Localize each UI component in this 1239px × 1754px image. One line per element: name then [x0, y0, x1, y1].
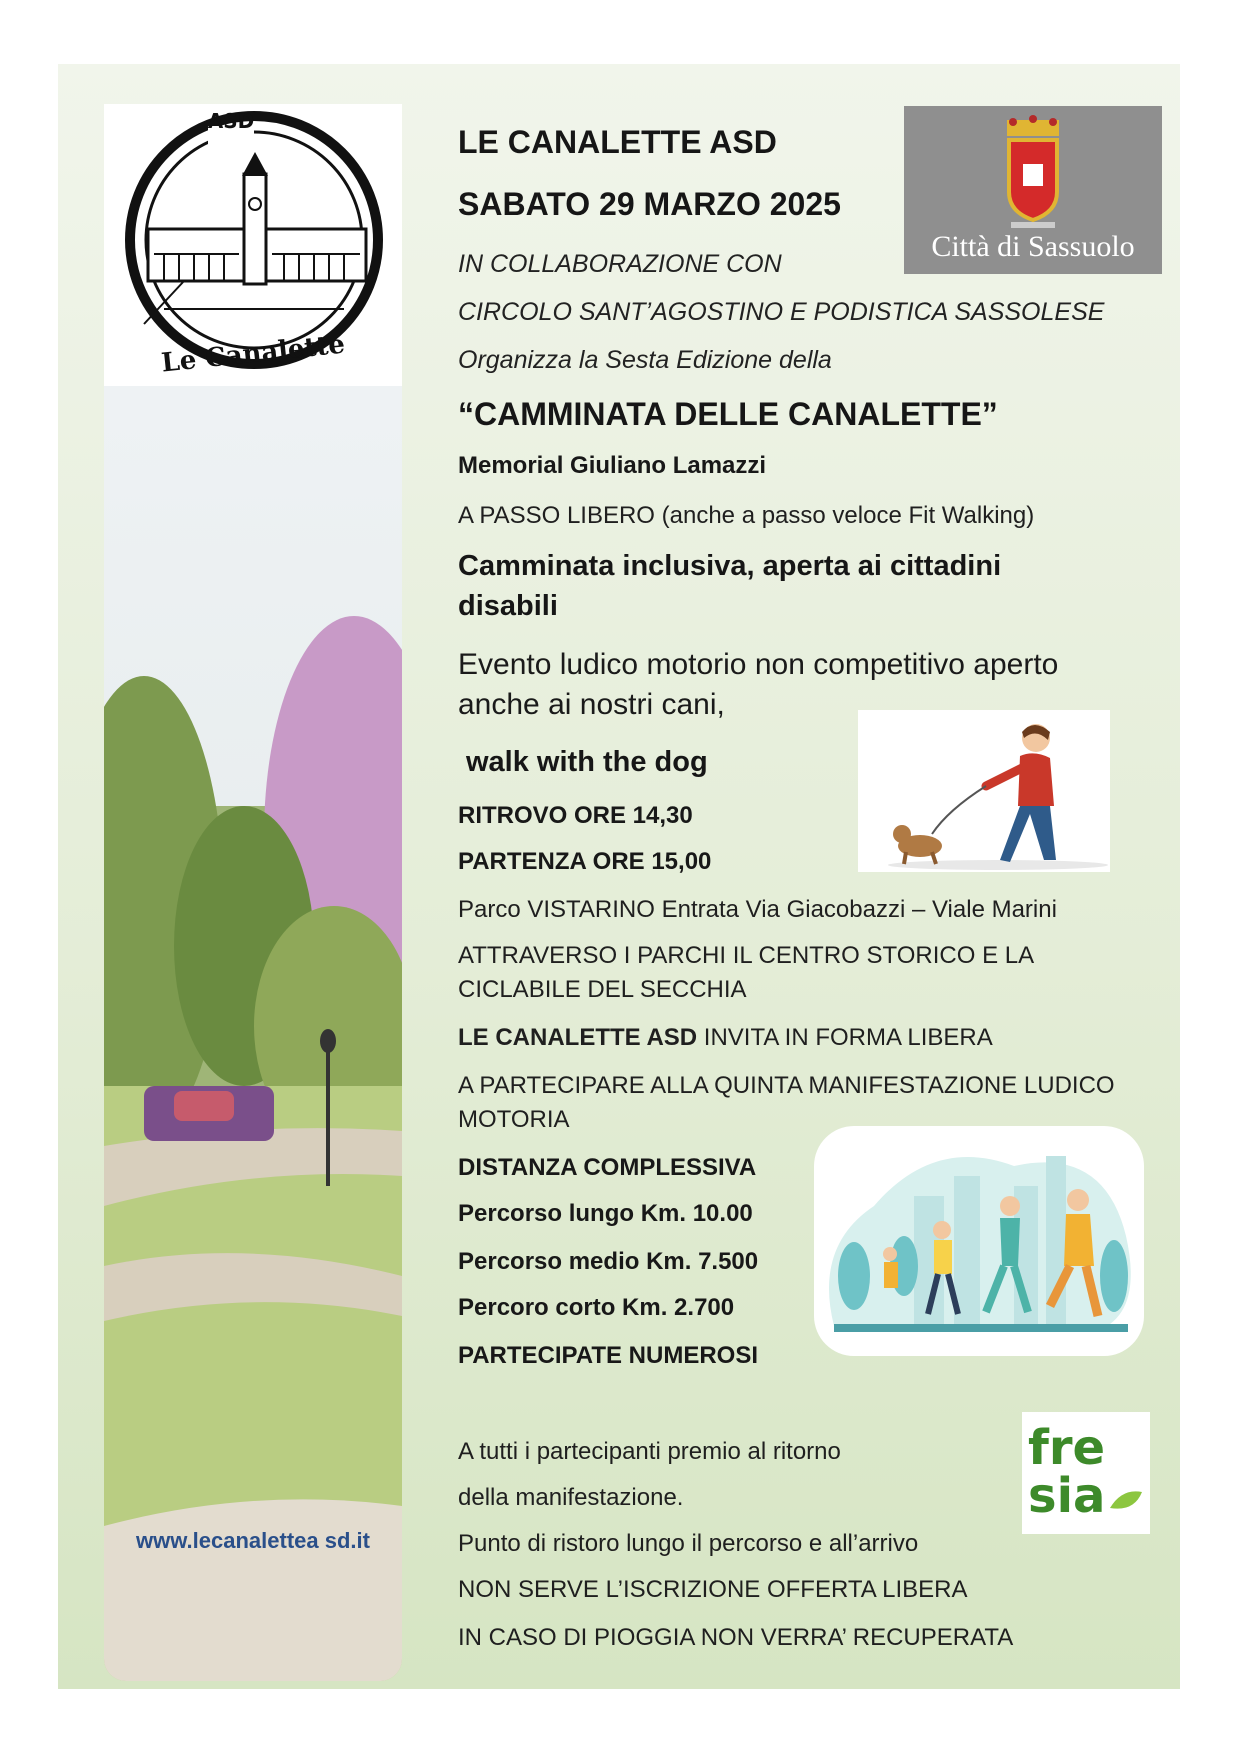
organizer-title: LE CANALETTE ASD [458, 124, 777, 160]
logo-asd-text: ASD [207, 109, 255, 133]
prize-line-2: della manifestazione. [458, 1484, 684, 1511]
route-line-1: ATTRAVERSO I PARCHI IL CENTRO STORICO E LA [458, 942, 1035, 969]
memorial-line: Memorial Giuliano Lamazzi [458, 452, 767, 479]
refreshment-line: Punto di ristoro lungo il percorso e all’arrivo [458, 1530, 919, 1557]
distance-short: Percoro corto Km. 2.700 [458, 1294, 735, 1321]
meeting-place: Parco VISTARINO Entrata Via Giacobazzi – Viale Marini [458, 896, 1057, 923]
fresia-text-line-2: sia [1028, 1468, 1106, 1524]
inclusive-line-2: disabili [458, 590, 558, 622]
le-canalette-logo [104, 104, 402, 386]
logo-le-canalette-text: Le Canalette [160, 329, 347, 379]
invite-line-2: A PARTECIPARE ALLA QUINTA MANIFESTAZIONE LUDICO [458, 1072, 1115, 1099]
collaborators: CIRCOLO SANT’AGOSTINO E PODISTICA SASSOLESE [458, 298, 1105, 326]
runners-city-illustration [814, 1126, 1144, 1356]
website-link[interactable]: www.lecanalettea sd.it [136, 1528, 370, 1553]
citta-di-sassuolo-logo [904, 106, 1162, 274]
ludic-line-2: anche ai nostri cani, [458, 688, 725, 721]
rain-line: IN CASO DI PIOGGIA NON VERRA’ RECUPERATA [458, 1624, 1014, 1651]
collaboration-line: IN COLLABORAZIONE CON [458, 250, 782, 278]
prize-line-1: A tutti i partecipanti premio al ritorno [458, 1438, 841, 1465]
distance-long: Percorso lungo Km. 10.00 [458, 1200, 753, 1227]
participate-line: PARTECIPATE NUMEROSI [458, 1342, 759, 1369]
invite-line-3: MOTORIA [458, 1106, 570, 1133]
fresia-logo [1022, 1412, 1150, 1534]
distance-heading: DISTANZA COMPLESSIVA [458, 1154, 757, 1181]
inclusive-line-1: Camminata inclusiva, aperta ai cittadini [458, 550, 1002, 582]
leaf-icon [1110, 1491, 1142, 1508]
start-time: PARTENZA ORE 15,00 [458, 848, 712, 875]
free-entry-line: NON SERVE L’ISCRIZIONE OFFERTA LIBERA [458, 1576, 968, 1603]
invite-line-1 [458, 1024, 993, 1052]
distance-medium: Percorso medio Km. 7.500 [458, 1248, 759, 1275]
fresia-text-line-1: fre [1028, 1420, 1106, 1476]
invite-organizer: LE CANALETTE ASD [458, 1024, 698, 1051]
event-date: SABATO 29 MARZO 2025 [458, 186, 841, 222]
pace-line: A PASSO LIBERO (anche a passo veloce Fit Walking) [458, 502, 1035, 529]
sassuolo-label: Città di Sassuolo [931, 230, 1135, 263]
dog-walker-illustration [858, 710, 1110, 872]
sassuolo-coat-of-arms-icon [1001, 112, 1065, 232]
edition-line: Organizza la Sesta Edizione della [458, 346, 832, 374]
walk-with-dog-line: walk with the dog [466, 746, 708, 778]
event-title: “CAMMINATA DELLE CANALETTE” [458, 396, 998, 432]
park-walk-photo [104, 386, 402, 1681]
route-line-2: CICLABILE DEL SECCHIA [458, 976, 747, 1003]
meeting-time: RITROVO ORE 14,30 [458, 802, 693, 829]
invite-rest: INVITA IN FORMA LIBERA [697, 1024, 993, 1051]
ludic-line-1: Evento ludico motorio non competitivo aperto [458, 648, 1059, 681]
